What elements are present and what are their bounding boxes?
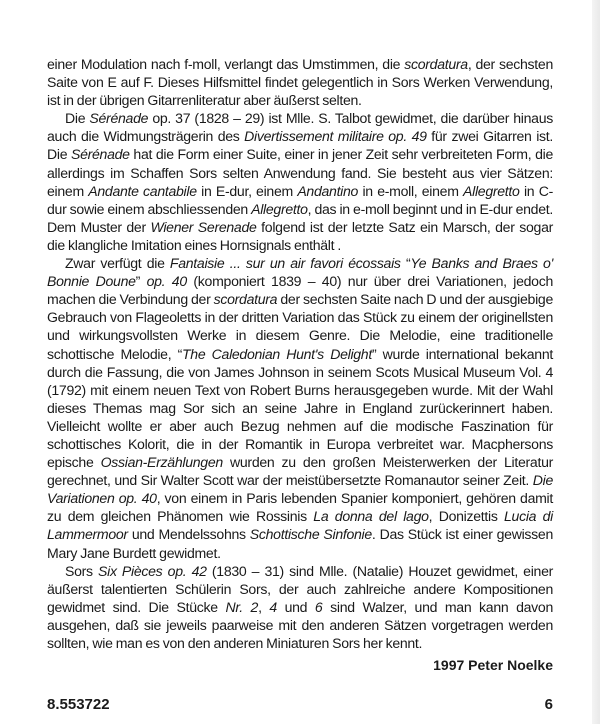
page-footer xyxy=(47,696,553,714)
text-run: op. 37 (1828 – 29) ist Mlle. S. Talbot gewidmet, die darüber hinaus auch die Widmungsträgerin des xyxy=(47,110,553,145)
italic-text-run: Andante cantabile xyxy=(88,182,197,199)
text-run: und Mendelssohns xyxy=(127,526,250,543)
italic-text-run: Six Pièces op. 42 xyxy=(98,562,207,579)
paragraph-2 xyxy=(47,109,553,254)
italic-text-run: Divertissement militaire op. 49 xyxy=(244,128,427,145)
text-run: in C-dur sowie einem abschliessenden xyxy=(47,182,553,217)
italic-text-run: La donna del lago xyxy=(313,508,429,525)
text-run: in E-dur, einem xyxy=(196,182,298,199)
italic-text-run: Ossian-Erzählungen xyxy=(100,454,223,471)
italic-text-run: Nr. 2 xyxy=(225,598,259,615)
text-run: , xyxy=(258,598,270,615)
italic-text-run: op. 40 xyxy=(146,273,187,290)
text-run: “ xyxy=(400,255,411,272)
text-run: (1830 – 31) sind Mlle. (Natalie) Houzet gewidmet, einer äußerst talentierten Schülerin Sors, der auch zahlreiche andere Kompositionen gewidmet sind. Die Stücke xyxy=(47,562,554,615)
text-run: und xyxy=(276,598,315,615)
italic-text-run: Allegretto xyxy=(463,182,520,199)
text-run: Zwar verfügt die xyxy=(65,255,170,272)
text-run: . Das Stück ist einer gewissen Mary Jane Burdett gewidmet. xyxy=(47,526,553,561)
text-run: folgend ist der letzte Satz ein Marsch, der sogar die klangliche Imitation eines Hornsignals enthält . xyxy=(47,218,553,253)
text-run: in e-moll, einem xyxy=(358,182,464,199)
catalogue-number: 8.553722 xyxy=(47,696,110,714)
paragraph-3 xyxy=(47,254,553,562)
text-run: ” wurde international bekannt durch die Fassung, die von James Johnson in seinem Scots Musical Museum Vol. 4 (1792) mit einem neuen Text von Robert Burns herausgegeben wurde. Mit der Wahl dieses Themas mag Sor sich an seine Jahre in England zurückerinnert haben. Vielleicht wollte er aber auch Bezug nehmen auf die modische Faszination für schottisches Kolorit, die in der Romantik in Europa verbreitet war. Macphersons epische xyxy=(47,345,553,471)
italic-text-run: Die Variationen op. 40 xyxy=(47,472,553,507)
text-run: Sors xyxy=(65,562,99,579)
text-run: wurden zu den großen Meisterwerken der Literatur gerechnet, und Sir Walter Scott war der meistübersetzte Romanautor seiner Zeit. xyxy=(47,454,553,489)
page-number: 6 xyxy=(544,696,553,714)
italic-text-run: Lucia di Lammermoor xyxy=(47,508,553,543)
text-run: einer Modulation nach f-moll, verlangt das Umstimmen, die xyxy=(47,56,405,72)
italic-text-run: Ye Banks and Braes o' Bonnie Doune xyxy=(47,255,553,290)
italic-text-run: Sérénade xyxy=(89,110,149,127)
text-run: der sechsten Saite nach D und der ausgiebige Gebrauch von Flageoletts in der dritten Variation das Stück zu einem der originellsten und wirkungsvollsten Werke in diesem Genre. Die Melodie, eine traditionelle schottische Melodie, “ xyxy=(47,291,553,362)
text-run: , Donizettis xyxy=(428,508,504,525)
italic-text-run: Fantaisie ... sur un air favori écossais xyxy=(169,255,401,272)
italic-text-run: Wiener Serenade xyxy=(150,218,257,235)
text-run: Die xyxy=(65,110,90,127)
text-run: ” xyxy=(135,273,147,290)
text-run: für zwei Gitarren ist. Die xyxy=(47,128,554,163)
italic-text-run: scordatura xyxy=(213,291,278,308)
paragraph-1 xyxy=(47,55,553,109)
italic-text-run: The Caledonian Hunt's Delight xyxy=(182,345,372,362)
italic-text-run: Allegretto xyxy=(251,200,308,217)
paragraph-4 xyxy=(47,562,553,652)
text-run: , von einem in Paris lebenden Spanier komponiert, gehören damit zu dem gleichen Phänomen wie Rossinis xyxy=(47,490,553,525)
text-run: (komponiert 1839 – 40) nur über drei Variationen, jedoch machen die Verbindung der xyxy=(47,273,554,308)
italic-text-run: Sérénade xyxy=(70,146,130,163)
italic-text-run: 6 xyxy=(314,598,323,615)
text-run: , das in e-moll beginnt und in E-dur endet. Dem Muster der xyxy=(47,200,553,235)
italic-text-run: Schottische Sinfonie xyxy=(249,526,372,543)
italic-text-run: scordatura xyxy=(404,56,468,72)
text-run: sind Walzer, und man kann davon ausgehen, daß sie jeweils paarweise mit den anderen Sätzen vorgetragen werden sollten, wie man es von den anderen Miniaturen Sors her kennt. xyxy=(47,598,553,651)
author-signature: 1997 Peter Noelke xyxy=(433,657,553,674)
text-run: hat die Form einer Suite, einer in jener Zeit sehr verbreiteten Form, die allerdings im Schaffen Sors selten Anwendung fand. Sie besteht aus vier Sätzen: einem xyxy=(47,146,553,199)
italic-text-run: 4 xyxy=(269,598,277,615)
text-run: , der sechsten Saite von E auf F. Dieses Hilfsmittel findet gelegentlich in Sors Werken Verwendung, ist in der übrigen Gitarrenliteratur aber äußerst selten. xyxy=(47,56,553,109)
italic-text-run: Andantino xyxy=(297,182,359,199)
body-text xyxy=(47,55,553,652)
